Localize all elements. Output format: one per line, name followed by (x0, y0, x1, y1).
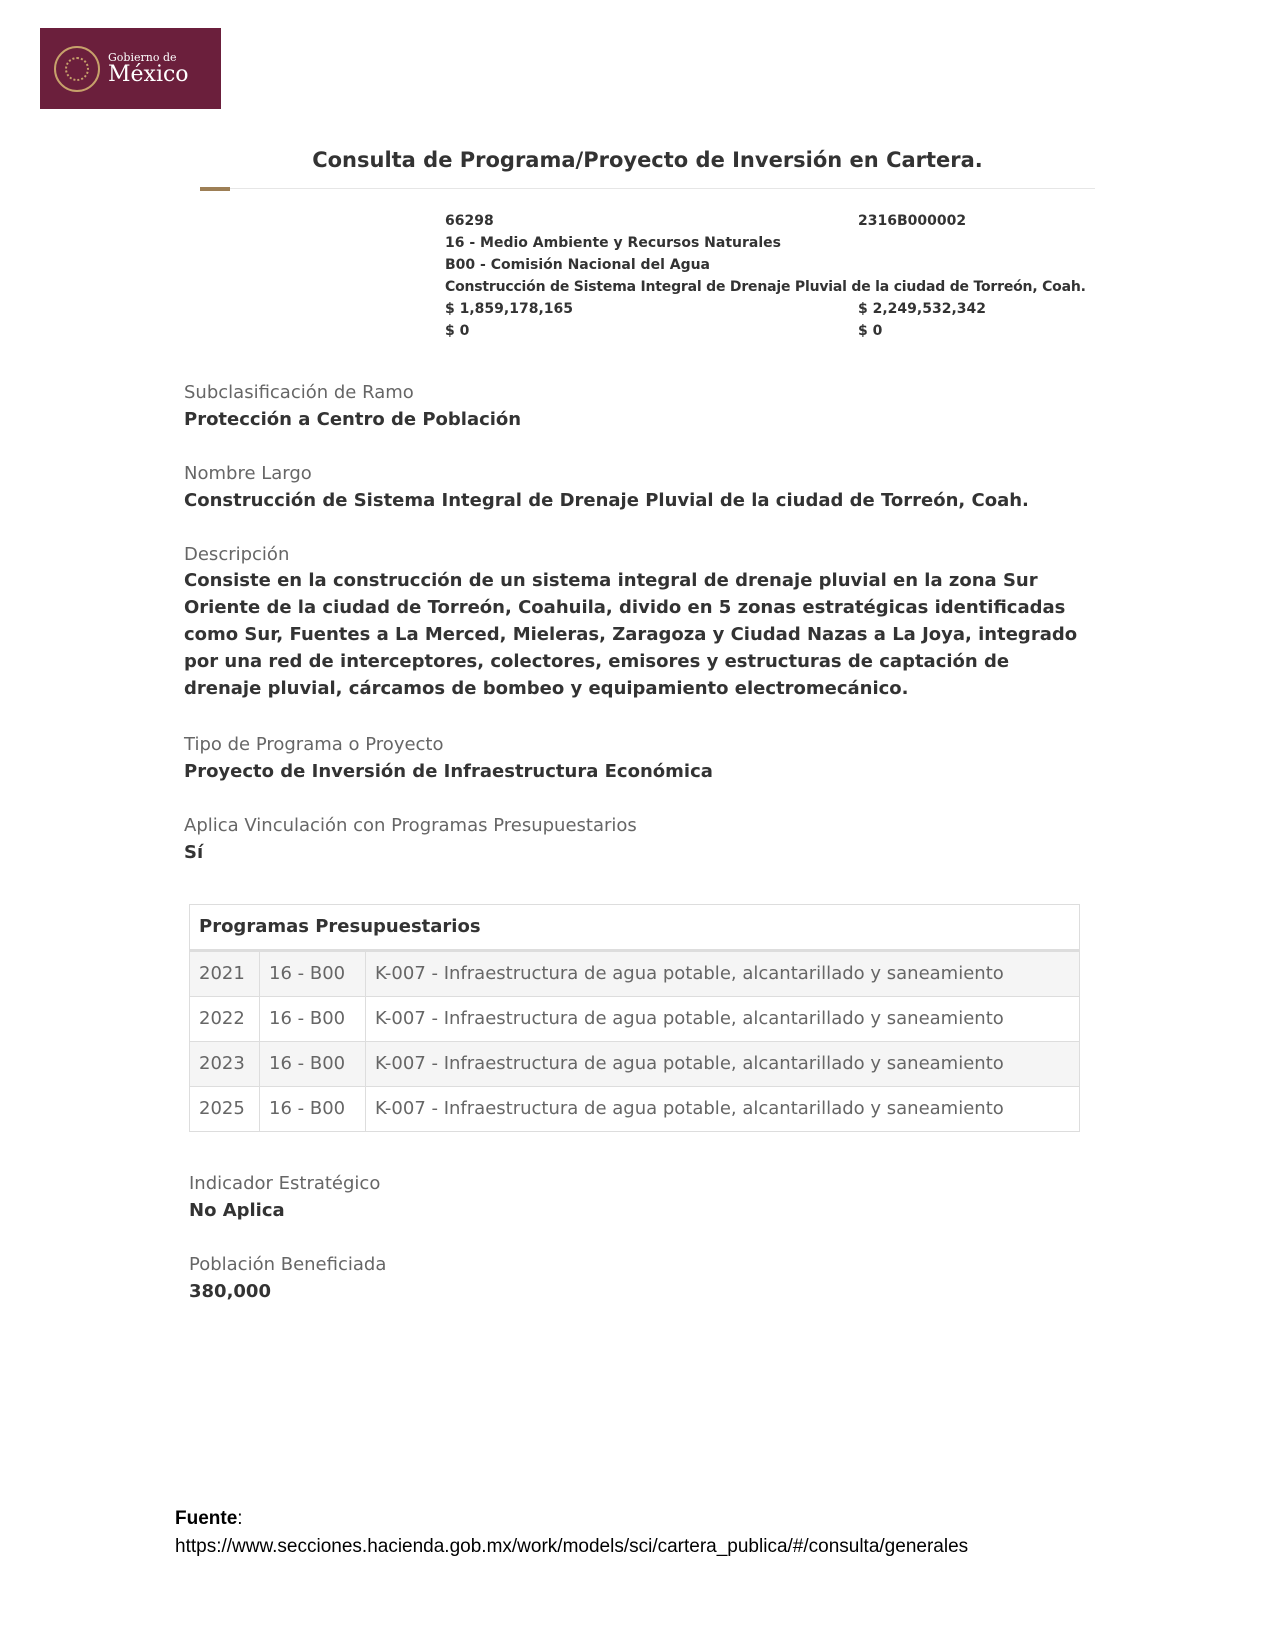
table-cell-programa: K-007 - Infraestructura de agua potable, alcantarillado y saneamiento (375, 1098, 1004, 1119)
programas-table (189, 904, 1080, 1132)
title-divider (200, 188, 1095, 189)
table-cell-year: 2025 (190, 1087, 260, 1131)
programas-table-header: Programas Presupuestarios (190, 905, 1079, 951)
nombre-largo-label: Nombre Largo (184, 463, 312, 484)
table-row (190, 951, 1079, 996)
source-label: Fuente (175, 1508, 238, 1529)
unidad-value: B00 - Comisión Nacional del Agua (445, 257, 711, 273)
ramo-value: 16 - Medio Ambiente y Recursos Naturales (445, 235, 781, 251)
costo-total-value: $ 2,249,532,342 (858, 301, 986, 317)
table-row (190, 996, 1079, 1041)
monto-modificado-value: $ 0 (858, 323, 883, 339)
numero-solicitud-value: 66298 (445, 213, 494, 229)
monto-asignado-value: $ 0 (445, 323, 470, 339)
nombre-value: Construcción de Sistema Integral de Drenaje Pluvial de la ciudad de Torreón, Coah. (445, 279, 1086, 295)
source-note: Fuente: https://www.secciones.hacienda.gob.mx/work/models/sci/cartera_publica/#/consulta/generales (175, 1505, 968, 1561)
indicador-label: Indicador Estratégico (189, 1173, 381, 1194)
nombre-largo-value: Construcción de Sistema Integral de Drenaje Pluvial de la ciudad de Torreón, Coah. (184, 490, 1029, 511)
poblacion-value: 380,000 (189, 1281, 271, 1302)
table-cell-year: 2022 (190, 997, 260, 1041)
table-cell-year: 2021 (190, 952, 260, 996)
descripcion-value: Consiste en la construcción de un sistema integral de drenaje pluvial en la zona Sur Oriente de la ciudad de Torreón, Coahuila, divido en 5 zonas estratégicas identificadas como Sur, Fuentes a La Merced, Mieleras, Zaragoza y Ciudad Nazas a La Joya, integrado por una red de interceptores, colectores, emisores y estructuras de captación de drenaje pluvial, cárcamos de bombeo y equipamiento electromecánico. (184, 570, 1078, 699)
tipo-value: Proyecto de Inversión de Infraestructura Económica (184, 761, 713, 782)
subclasificacion-value: Protección a Centro de Población (184, 409, 522, 430)
clave-cartera-value: 2316B000002 (858, 213, 967, 229)
table-cell-programa: K-007 - Infraestructura de agua potable, alcantarillado y saneamiento (375, 1053, 1004, 1074)
indicador-value: No Aplica (189, 1200, 285, 1221)
poblacion-label: Población Beneficiada (189, 1254, 387, 1275)
table-cell-programa: K-007 - Infraestructura de agua potable, alcantarillado y saneamiento (375, 1008, 1004, 1029)
table-cell-ramo: 16 - B00 (260, 1087, 366, 1131)
page-title: Consulta de Programa/Proyecto de Inversión en Cartera. (312, 148, 983, 172)
table-cell-programa: K-007 - Infraestructura de agua potable, alcantarillado y saneamiento (375, 963, 1004, 984)
table-cell-ramo: 16 - B00 (260, 1042, 366, 1086)
table-row (190, 1041, 1079, 1086)
logo-line-2: México (108, 61, 189, 87)
table-row (190, 1086, 1079, 1131)
tipo-label: Tipo de Programa o Proyecto (184, 734, 444, 755)
national-seal-icon (54, 46, 100, 92)
monto-total-value: $ 1,859,178,165 (445, 301, 573, 317)
source-url: https://www.secciones.hacienda.gob.mx/work/models/sci/cartera_publica/#/consulta/generales (175, 1536, 969, 1557)
table-cell-year: 2023 (190, 1042, 260, 1086)
logo-line-1: Gobierno de (108, 50, 177, 64)
subclasificacion-label: Subclasificación de Ramo (184, 382, 414, 403)
title-accent-bar (200, 187, 230, 191)
vinculacion-value: Sí (184, 842, 204, 863)
vinculacion-label: Aplica Vinculación con Programas Presupuestarios (184, 815, 637, 836)
table-cell-ramo: 16 - B00 (260, 952, 366, 996)
gobierno-mexico-logo (40, 28, 221, 109)
table-cell-ramo: 16 - B00 (260, 997, 366, 1041)
descripcion-label: Descripción (184, 544, 290, 565)
